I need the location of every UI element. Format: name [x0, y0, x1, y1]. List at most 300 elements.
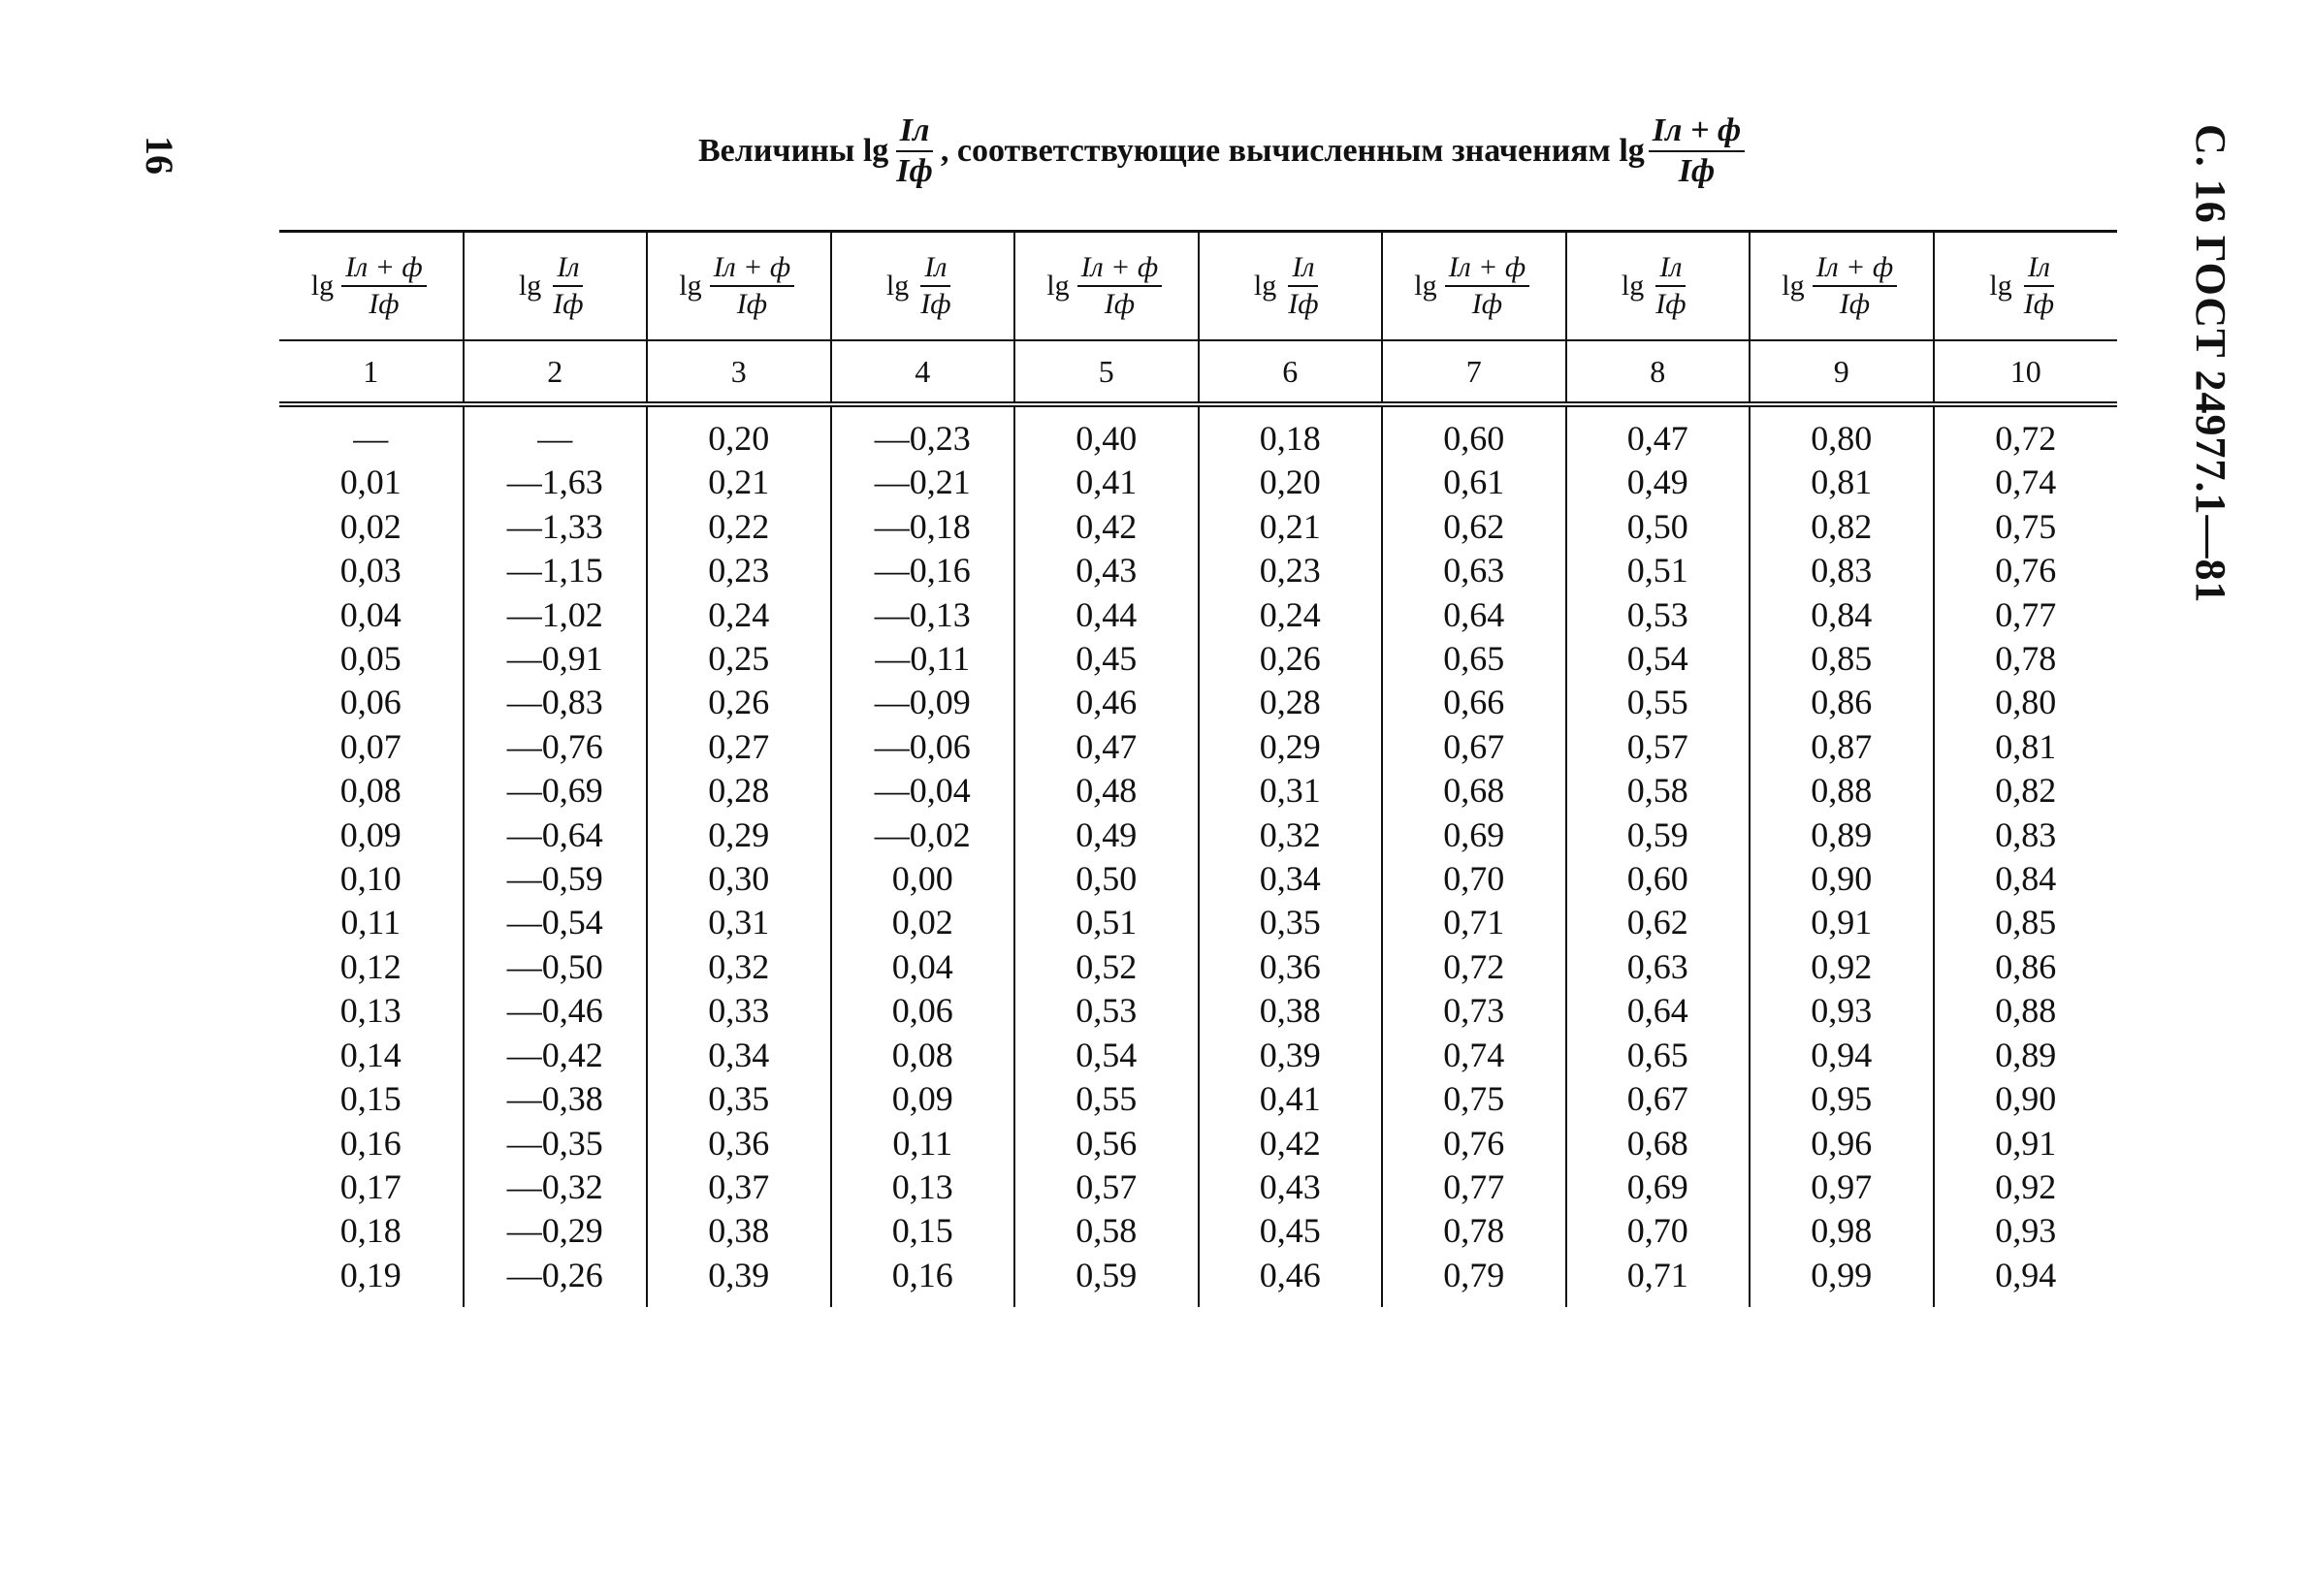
- header-row: [279, 232, 2117, 341]
- table-cell: —1,63: [464, 461, 648, 504]
- table-cell: 0,90: [1750, 857, 1934, 901]
- table-cell: 0,38: [1199, 989, 1383, 1033]
- table-cell: 0,35: [647, 1077, 831, 1121]
- column-header: [1382, 232, 1566, 341]
- table-cell: 0,07: [339, 726, 402, 766]
- log-label: lg: [885, 270, 910, 302]
- table-cell: 0,35: [1199, 901, 1383, 944]
- table-cell: 0,94: [1750, 1034, 1934, 1077]
- table-cell: —: [353, 419, 389, 458]
- log-label: lg: [1782, 270, 1805, 302]
- table-cell: 0,85: [1934, 901, 2118, 944]
- column-number: 5: [1014, 340, 1199, 404]
- table-cell: 0,26: [1199, 637, 1383, 681]
- table-cell: 0,45: [1199, 1209, 1383, 1253]
- table-cell: 0,79: [1382, 1254, 1566, 1307]
- column-header: [1014, 232, 1199, 341]
- table-cell: 0,49: [1566, 461, 1751, 504]
- table-cell: 0,32: [647, 945, 831, 989]
- table-cell: 0,23: [647, 549, 831, 592]
- table-cell: 0,88: [1934, 989, 2118, 1033]
- table-cell: 0,82: [1934, 769, 2118, 813]
- title-fraction-1-numerator: Iл: [896, 114, 934, 152]
- table-cell: 0,43: [1014, 549, 1199, 592]
- column-header-formula: [648, 253, 830, 319]
- header-fraction-denominator: Iф: [1655, 288, 1687, 320]
- header-fraction: [1813, 253, 1898, 319]
- column-header-formula: [1015, 253, 1198, 319]
- log-label: lg: [1989, 270, 2012, 302]
- table-cell: 0,44: [1014, 593, 1199, 637]
- table-cell: 0,89: [1934, 1034, 2118, 1077]
- header-fraction-denominator: Iф: [1839, 288, 1871, 320]
- table-cell: 0,61: [1382, 461, 1566, 504]
- table-cell: 0,91: [1934, 1122, 2118, 1165]
- header-fraction-numerator: Iл + ф: [1813, 253, 1898, 287]
- table-cell: 0,11: [831, 1122, 1015, 1165]
- log-label: lg: [679, 270, 702, 302]
- table-cell: 0,76: [1382, 1122, 1566, 1165]
- table-cell: 0,26: [647, 681, 831, 724]
- table-cell: 0,51: [1014, 901, 1199, 944]
- table-cell: —0,06: [831, 725, 1015, 769]
- table-cell: 0,36: [647, 1122, 831, 1165]
- table-cell: 0,52: [1014, 945, 1199, 989]
- table-row: [279, 857, 2117, 901]
- title-fraction-2: [1649, 114, 1745, 188]
- table-cell: —1,02: [464, 593, 648, 637]
- table-cell: 0,74: [1934, 461, 2118, 504]
- table-cell: 0,81: [1750, 461, 1934, 504]
- table-cell: 0,45: [1014, 637, 1199, 681]
- table-cell: 0,15: [339, 1079, 402, 1119]
- table-cell: 0,02: [339, 506, 402, 546]
- table-cell: 0,47: [1566, 404, 1751, 461]
- table-cell: —0,09: [831, 681, 1015, 724]
- table-cell: 0,24: [647, 593, 831, 637]
- table-cell: 0,30: [647, 857, 831, 901]
- table-row: [279, 769, 2117, 813]
- table-cell: 0,65: [1382, 637, 1566, 681]
- column-header-formula: [279, 253, 463, 319]
- table-cell: 0,86: [1934, 945, 2118, 989]
- table-cell: 0,03: [339, 551, 402, 591]
- column-header: [1750, 232, 1934, 341]
- table-cell: 0,82: [1750, 505, 1934, 549]
- data-table-container: [279, 230, 2117, 1307]
- table-cell: 0,54: [1014, 1034, 1199, 1077]
- table-cell: 0,69: [1382, 814, 1566, 857]
- table-cell: 0,04: [831, 945, 1015, 989]
- log-label: lg: [1414, 270, 1437, 302]
- table-cell: —0,13: [831, 593, 1015, 637]
- table-cell: 0,57: [1014, 1165, 1199, 1209]
- table-cell: 0,16: [339, 1123, 402, 1163]
- header-fraction-numerator: Iл: [2024, 253, 2054, 287]
- table-cell: 0,32: [1199, 814, 1383, 857]
- table-cell: 0,75: [1934, 505, 2118, 549]
- column-number: 4: [831, 340, 1015, 404]
- header-fraction-denominator: Iф: [1471, 288, 1503, 320]
- table-cell: —0,38: [464, 1077, 648, 1121]
- header-fraction-denominator: Iф: [736, 288, 768, 320]
- header-fraction: [1652, 253, 1689, 319]
- table-cell: 0,64: [1382, 593, 1566, 637]
- title-fraction-2-numerator: Iл + ф: [1649, 114, 1745, 152]
- table-cell: 0,34: [647, 1034, 831, 1077]
- header-fraction: [1284, 253, 1322, 319]
- table-row: [279, 901, 2117, 944]
- table-cell: 0,46: [1014, 681, 1199, 724]
- table-cell: 0,24: [1199, 593, 1383, 637]
- header-fraction: [710, 253, 795, 319]
- table-cell: 0,11: [340, 903, 402, 942]
- table-cell: 0,80: [1750, 404, 1934, 461]
- table-cell: 0,48: [1014, 769, 1199, 813]
- table-row: [279, 945, 2117, 989]
- table-cell: 0,55: [1014, 1077, 1199, 1121]
- table-cell: —1,15: [464, 549, 648, 592]
- table-cell: —0,54: [464, 901, 648, 944]
- column-header: [831, 232, 1015, 341]
- table-cell: 0,85: [1750, 637, 1934, 681]
- column-header: [1566, 232, 1751, 341]
- table-cell: 0,93: [1750, 989, 1934, 1033]
- table-cell: 0,49: [1014, 814, 1199, 857]
- table-cell: —0,76: [464, 725, 648, 769]
- column-number: 2: [464, 340, 648, 404]
- table-cell: 0,95: [1750, 1077, 1934, 1121]
- table-cell: —0,46: [464, 989, 648, 1033]
- table-cell: 0,55: [1566, 681, 1751, 724]
- table-cell: 0,09: [831, 1077, 1015, 1121]
- table-cell: 0,68: [1382, 769, 1566, 813]
- table-cell: 0,38: [647, 1209, 831, 1253]
- table-cell: 0,34: [1199, 857, 1383, 901]
- table-cell: 0,78: [1382, 1209, 1566, 1253]
- table-cell: 0,74: [1382, 1034, 1566, 1077]
- header-fraction-numerator: Iл: [1655, 253, 1686, 287]
- table-cell: 0,97: [1750, 1165, 1934, 1209]
- table-cell: 0,09: [339, 814, 402, 854]
- table-cell: 0,25: [647, 637, 831, 681]
- table-cell: 0,59: [1014, 1254, 1199, 1307]
- table-cell: 0,62: [1566, 901, 1751, 944]
- table-cell: 0,84: [1934, 857, 2118, 901]
- table-cell: 0,06: [339, 683, 402, 722]
- table-cell: 0,31: [1199, 769, 1383, 813]
- table-cell: 0,28: [647, 769, 831, 813]
- log-label: lg: [518, 270, 542, 302]
- table-row: [279, 681, 2117, 724]
- table-cell: 0,15: [831, 1209, 1015, 1253]
- table-cell: —0,11: [831, 637, 1015, 681]
- table-cell: 0,77: [1934, 593, 2118, 637]
- table-cell: 0,54: [1566, 637, 1751, 681]
- table-cell: —0,26: [464, 1254, 648, 1307]
- header-fraction: [549, 253, 587, 319]
- table-cell: 0,70: [1566, 1209, 1751, 1253]
- table-body: [279, 404, 2117, 1307]
- table-cell: 0,10: [339, 859, 402, 899]
- title-prefix: Величины lg: [698, 133, 889, 169]
- table-cell: 0,08: [339, 771, 402, 811]
- column-number: 1: [279, 340, 464, 404]
- column-number-row: [279, 340, 2117, 404]
- header-fraction-denominator: Iф: [369, 288, 400, 320]
- table-cell: 0,76: [1934, 549, 2118, 592]
- table-cell: 0,71: [1566, 1254, 1751, 1307]
- table-cell: 0,20: [1199, 461, 1383, 504]
- header-fraction-denominator: Iф: [2023, 288, 2055, 320]
- table-cell: 0,72: [1934, 404, 2118, 461]
- table-cell: 0,01: [339, 463, 402, 502]
- header-fraction: [916, 253, 954, 319]
- table-cell: 0,47: [1014, 725, 1199, 769]
- table-cell: —0,69: [464, 769, 648, 813]
- log-label: lg: [1621, 270, 1645, 302]
- table-cell: —0,02: [831, 814, 1015, 857]
- table-cell: 0,63: [1382, 549, 1566, 592]
- table-cell: 0,65: [1566, 1034, 1751, 1077]
- table-cell: 0,62: [1382, 505, 1566, 549]
- table-cell: 0,59: [1566, 814, 1751, 857]
- table-cell: 0,57: [1566, 725, 1751, 769]
- column-header-formula: [1567, 253, 1750, 319]
- table-cell: 0,72: [1382, 945, 1566, 989]
- header-fraction-numerator: Iл + ф: [710, 253, 795, 287]
- column-header: [464, 232, 648, 341]
- table-cell: 0,58: [1014, 1209, 1199, 1253]
- header-fraction: [341, 253, 427, 319]
- table-row: [279, 1077, 2117, 1121]
- table-cell: 0,31: [647, 901, 831, 944]
- table-cell: 0,39: [647, 1254, 831, 1307]
- table-cell: 0,41: [1199, 1077, 1383, 1121]
- table-cell: 0,20: [647, 404, 831, 461]
- header-fraction-numerator: Iл: [553, 253, 583, 287]
- table-cell: —0,35: [464, 1122, 648, 1165]
- table-cell: 0,89: [1750, 814, 1934, 857]
- table-cell: 0,98: [1750, 1209, 1934, 1253]
- column-header-formula: [1200, 253, 1382, 319]
- table-cell: —0,23: [831, 404, 1015, 461]
- table-cell: 0,51: [1566, 549, 1751, 592]
- table-cell: 0,13: [831, 1165, 1015, 1209]
- table-cell: 0,77: [1382, 1165, 1566, 1209]
- table-cell: 0,80: [1934, 681, 2118, 724]
- table-cell: 0,40: [1014, 404, 1199, 461]
- log-label: lg: [1046, 270, 1070, 302]
- log-label: lg: [1253, 270, 1277, 302]
- table-cell: 0,69: [1566, 1165, 1751, 1209]
- table-cell: 0,21: [1199, 505, 1383, 549]
- column-header-formula: [465, 253, 647, 319]
- table-cell: 0,60: [1382, 404, 1566, 461]
- table-cell: 0,86: [1750, 681, 1934, 724]
- table-cell: 0,08: [831, 1034, 1015, 1077]
- table-cell: —0,91: [464, 637, 648, 681]
- column-header: [1934, 232, 2118, 341]
- table-cell: 0,96: [1750, 1122, 1934, 1165]
- log-label: lg: [310, 270, 335, 302]
- table-cell: 0,73: [1382, 989, 1566, 1033]
- table-cell: —0,29: [464, 1209, 648, 1253]
- table-cell: —0,59: [464, 857, 648, 901]
- table-cell: 0,60: [1566, 857, 1751, 901]
- table-cell: 0,83: [1750, 549, 1934, 592]
- table-cell: 0,21: [647, 461, 831, 504]
- table-row: [279, 1165, 2117, 1209]
- table-cell: 0,12: [339, 946, 402, 986]
- column-header-formula: [1383, 253, 1565, 319]
- table-cell: 0,36: [1199, 945, 1383, 989]
- header-fraction: [2020, 253, 2058, 319]
- table-cell: 0,78: [1934, 637, 2118, 681]
- title-fraction-1: [892, 114, 937, 188]
- table-cell: 0,19: [339, 1255, 402, 1294]
- table-cell: 0,67: [1566, 1077, 1751, 1121]
- table-cell: —0,42: [464, 1034, 648, 1077]
- table-cell: 0,18: [339, 1211, 402, 1251]
- table-cell: 0,50: [1014, 857, 1199, 901]
- table-cell: 0,41: [1014, 461, 1199, 504]
- table-cell: 0,68: [1566, 1122, 1751, 1165]
- table-row: [279, 637, 2117, 681]
- title-fraction-2-denominator: Iф: [1678, 153, 1716, 189]
- table-cell: 0,81: [1934, 725, 2118, 769]
- table-cell: —0,32: [464, 1165, 648, 1209]
- table-cell: 0,63: [1566, 945, 1751, 989]
- table-cell: 0,75: [1382, 1077, 1566, 1121]
- table-row: [279, 989, 2117, 1033]
- table-cell: 0,70: [1382, 857, 1566, 901]
- title-middle: , соответствующие вычисленным значениям lg: [940, 133, 1645, 169]
- table-cell: 0,87: [1750, 725, 1934, 769]
- column-header: [279, 232, 464, 341]
- table-row: [279, 725, 2117, 769]
- table-cell: 0,05: [339, 639, 402, 679]
- table-cell: 0,23: [1199, 549, 1383, 592]
- table-cell: 0,99: [1750, 1254, 1934, 1307]
- table-row: [279, 404, 2117, 461]
- table-cell: 0,37: [647, 1165, 831, 1209]
- table-cell: —0,04: [831, 769, 1015, 813]
- table-cell: 0,91: [1750, 901, 1934, 944]
- table-cell: 0,42: [1199, 1122, 1383, 1165]
- table-cell: 0,06: [831, 989, 1015, 1033]
- table-cell: 0,28: [1199, 681, 1383, 724]
- table-cell: 0,53: [1014, 989, 1199, 1033]
- table-cell: 0,29: [1199, 725, 1383, 769]
- header-fraction-denominator: Iф: [1104, 288, 1136, 320]
- table-cell: 0,67: [1382, 725, 1566, 769]
- table-cell: 0,17: [339, 1166, 402, 1206]
- table-cell: —: [464, 404, 648, 461]
- table-cell: 0,42: [1014, 505, 1199, 549]
- title-fraction-1-denominator: Iф: [896, 153, 933, 189]
- table-cell: 0,46: [1199, 1254, 1383, 1307]
- table-cell: 0,88: [1750, 769, 1934, 813]
- header-fraction-numerator: Iл + ф: [341, 253, 427, 287]
- table-cell: 0,29: [647, 814, 831, 857]
- table-cell: —0,64: [464, 814, 648, 857]
- column-number: 7: [1382, 340, 1566, 404]
- header-fraction-numerator: Iл: [1288, 253, 1318, 287]
- table-cell: 0,94: [1934, 1254, 2118, 1307]
- table-cell: 0,13: [339, 991, 402, 1031]
- table-cell: 0,58: [1566, 769, 1751, 813]
- page-number: 16: [138, 136, 181, 175]
- table-cell: 0,33: [647, 989, 831, 1033]
- column-number: 3: [647, 340, 831, 404]
- column-number: 9: [1750, 340, 1934, 404]
- table-cell: 0,04: [339, 594, 402, 634]
- table-cell: 0,27: [647, 725, 831, 769]
- table-cell: —0,18: [831, 505, 1015, 549]
- column-header-formula: [1751, 253, 1933, 319]
- header-fraction: [1077, 253, 1163, 319]
- table-title: [698, 114, 1749, 188]
- header-fraction-denominator: Iф: [1288, 288, 1319, 320]
- column-header: [647, 232, 831, 341]
- table-cell: 0,16: [831, 1254, 1015, 1307]
- table-row: [279, 1034, 2117, 1077]
- table-cell: —0,50: [464, 945, 648, 989]
- table-cell: 0,22: [647, 505, 831, 549]
- table-cell: 0,84: [1750, 593, 1934, 637]
- header-fraction-denominator: Iф: [920, 288, 951, 320]
- table-row: [279, 549, 2117, 592]
- header-fraction-numerator: Iл + ф: [1445, 253, 1530, 287]
- table-cell: 0,00: [831, 857, 1015, 901]
- column-number: 8: [1566, 340, 1751, 404]
- header-fraction-denominator: Iф: [553, 288, 584, 320]
- table-cell: 0,53: [1566, 593, 1751, 637]
- table-cell: —0,83: [464, 681, 648, 724]
- table-cell: 0,39: [1199, 1034, 1383, 1077]
- table-cell: 0,56: [1014, 1122, 1199, 1165]
- table-cell: 0,64: [1566, 989, 1751, 1033]
- header-fraction-numerator: Iл: [920, 253, 950, 287]
- table-cell: —0,21: [831, 461, 1015, 504]
- table-row: [279, 593, 2117, 637]
- table-cell: —0,16: [831, 549, 1015, 592]
- table-cell: 0,02: [831, 901, 1015, 944]
- column-number: 6: [1199, 340, 1383, 404]
- column-header-formula: [1935, 253, 2118, 319]
- column-number: 10: [1934, 340, 2118, 404]
- table-row: [279, 1209, 2117, 1253]
- column-header: [1199, 232, 1383, 341]
- table-cell: 0,90: [1934, 1077, 2118, 1121]
- table-cell: 0,50: [1566, 505, 1751, 549]
- table-cell: 0,66: [1382, 681, 1566, 724]
- table-row: [279, 505, 2117, 549]
- table-cell: 0,83: [1934, 814, 2118, 857]
- table-cell: 0,43: [1199, 1165, 1383, 1209]
- column-header-formula: [832, 253, 1014, 319]
- header-fraction: [1445, 253, 1530, 319]
- table-cell: 0,92: [1750, 945, 1934, 989]
- table-row: [279, 814, 2117, 857]
- table-cell: 0,14: [339, 1035, 402, 1074]
- data-table: [279, 230, 2117, 1307]
- table-row: [279, 1122, 2117, 1165]
- table-row: [279, 461, 2117, 504]
- document-header: С. 16 ГОСТ 24977.1—81: [2187, 124, 2234, 604]
- table-cell: 0,71: [1382, 901, 1566, 944]
